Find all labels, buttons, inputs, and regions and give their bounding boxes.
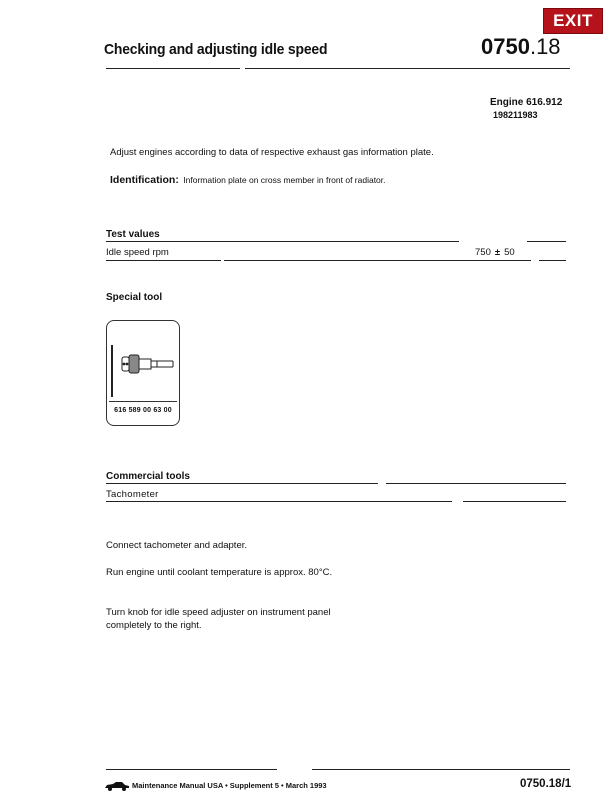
idle-speed-label: Idle speed rpm (106, 247, 169, 258)
footer-text: Maintenance Manual USA • Supplement 5 • March 1993 (132, 781, 327, 790)
test-values-rule-right (527, 241, 566, 242)
footer-rule-left (106, 769, 277, 770)
special-tool-number: 616 589 00 63 00 (114, 407, 172, 414)
engine-sub: 198211983 (493, 110, 538, 120)
header-rule-right (245, 68, 570, 69)
test-values-rule-left (106, 241, 459, 242)
footer-rule-right (312, 769, 570, 770)
tool-box-divider (109, 401, 177, 402)
car-icon (104, 781, 130, 791)
footer-page-number: 0750.18/1 (520, 778, 572, 790)
commercial-rule-left (106, 483, 378, 484)
test-values-heading: Test values (106, 229, 160, 240)
test-row-rule-3 (539, 260, 566, 261)
header-rule-left (106, 68, 240, 69)
page-code-main: 0750 (481, 34, 530, 59)
plus-minus-symbol: ± (494, 247, 501, 258)
identification-label: Identification: (110, 174, 179, 186)
commercial-rule-right (386, 483, 566, 484)
tachometer-rule-left (106, 501, 452, 502)
tachometer-item: Tachometer (106, 489, 159, 500)
adapter-tool-icon (111, 327, 175, 399)
page-code-suffix: .18 (529, 34, 561, 59)
engine-label: Engine 616.912 (490, 97, 563, 108)
commercial-tools-heading: Commercial tools (106, 471, 190, 482)
instruction-run-engine: Run engine until coolant temperature is approx. 80°C. (106, 567, 333, 578)
page-code (481, 34, 561, 60)
page-title: Checking and adjusting idle speed (104, 41, 328, 58)
test-row-rule-2 (224, 260, 531, 261)
test-row-rule-1 (106, 260, 221, 261)
intro-text: Adjust engines according to data of respective exhaust gas information plate. (110, 147, 434, 158)
instruction-turn-knob: Turn knob for idle speed adjuster on instrument panel completely to the right. (106, 607, 331, 631)
special-tool-box (106, 320, 180, 426)
idle-speed-tolerance: 50 (504, 247, 515, 258)
tachometer-rule-right (463, 501, 566, 502)
exit-button[interactable]: EXIT (543, 8, 603, 34)
special-tool-heading: Special tool (106, 292, 163, 303)
identification-text: Information plate on cross member in front of radiator. (183, 175, 386, 185)
instruction-connect: Connect tachometer and adapter. (106, 540, 248, 551)
idle-speed-value (475, 247, 515, 258)
identification-line (110, 170, 386, 188)
idle-speed-number: 750 (475, 247, 491, 258)
